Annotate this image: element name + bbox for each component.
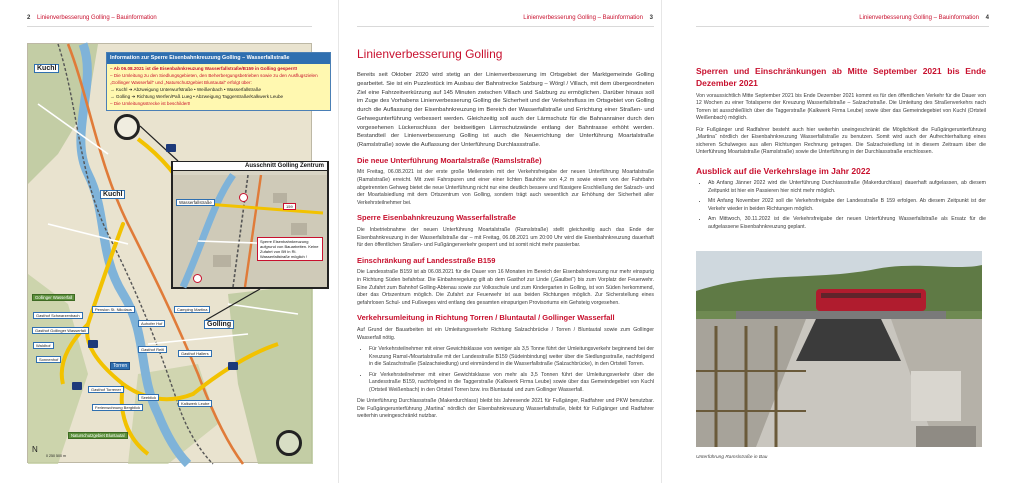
page-header-right (859, 15, 989, 21)
page-3 (340, 0, 662, 483)
header-divider (27, 26, 312, 27)
page-header-middle (523, 15, 653, 21)
section-heading: Ausblick auf die Verkehrslage im Jahr 2022 (696, 165, 871, 176)
poi-label: Camping Martina (174, 306, 210, 313)
header-title: Linienverbesserung Golling – Bauinformation (523, 15, 643, 21)
poi-label: Gasthof Hallers (178, 350, 212, 357)
road-badge: 159 (283, 203, 296, 210)
map-scale: 0 250 500 m (46, 454, 66, 458)
photo-illustration (696, 251, 982, 447)
detour-sign-icon (88, 340, 98, 348)
poi-label: Kalkwerk Leube (178, 400, 212, 407)
poi-label: Gasthof Gollinger Wasserfall (32, 327, 89, 334)
info-box-list (107, 64, 330, 110)
bullet-list (708, 180, 986, 231)
section-heading: Verkehrsumleitung in Richtung Torren / Bluntautal / Gollinger Wasserfall (357, 313, 615, 323)
poi-label: Sonnenhof (36, 356, 61, 363)
place-label-kuchl-north: Kuchl (34, 64, 59, 73)
poi-label: Gasthof Torrener (88, 386, 124, 393)
construction-photo (696, 251, 982, 447)
list-item: • Für Verkehrsteilnehmer mit einer Gewichtsklasse von weniger als 3,5 Tonne führt der Umleitungsverkehr beginnend bei der Kreuzung Ramsl-/Moartalstraße mit der Landesstraße B159 (Südeinbindung) weiter über die Siedlungsstraße, nachfolgend in die Salzachstraße (Salzachsiedlung) und einmündend in die Wasserfallstraße (Salzachbrücke), in den Ortsteil Torren. (369, 346, 654, 369)
bullet-list (369, 346, 654, 394)
paragraph: Auf Grund der Bauarbeiten ist ein Umleitungsverkehr Richtung Salzachbrücke / Torren / Bluntautal sowie zum Gollinger Wasserfall nötig. (357, 326, 654, 341)
inset-street-label: Wasserfallstraße (176, 199, 215, 206)
poi-label: Gasthof Reitl (138, 346, 167, 353)
article-column (696, 65, 986, 235)
detour-map (27, 43, 324, 463)
place-label-bluntautal: Naturschutzgebiet Bluntautal (68, 432, 128, 439)
poi-label: Gasthof Schwarzenbach (33, 312, 83, 319)
list-item: • Für Verkehrsteilnehmer mit einer Gewichtsklasse von mehr als 3,5 Tonnen führt der Umleitungsverkehr über die Landesstraße B159, nachfolgend in die Taggerstraße (Kalkwerk Firma Leube) sowie über das Gemeindegebiet von Kuchl (Ortsteil Weißenbach) in den Ortsteil Torren bzw. ins Bluntautal und zum Gollinger Wasserfall. (369, 372, 654, 395)
page-number: 4 (985, 15, 989, 21)
poi-label: Auhofer Hof (138, 320, 165, 327)
list-item: • Mit Anfang November 2022 soll die Verkehrsfreigabe der Landesstraße B 159 erfolgen. Ab diesem Zeitpunkt ist der Verkehr wieder in beiden Richtungen möglich. (708, 198, 986, 213)
poi-label: Waldhof (33, 342, 54, 349)
photo-caption: Unterführung Ramslstraße in Bau (696, 455, 768, 460)
paragraph: Von voraussichtlich Mitte September 2021 bis Ende Dezember 2021 kommt es für den öffentlichen Verkehr für die Dauer von 12 Wochen zu einer Totalsperre der Kreuzung Wasserfallstraße – Salzachstraße. Die Umleitung des Straßenverkehrs nach Torren ist ausschließlich über die Taggerstraße (Kalkwerk Firma Leube) sowie über das Gemeindegebiet von Kuchl (Ortsteil Weißenbach) möglich. (696, 92, 986, 122)
compass-icon: N (32, 445, 38, 454)
inset-title: Ausschnitt Golling Zentrum (173, 162, 327, 171)
section-heading: Die neue Unterführung Moartalstraße (Ramslstraße) (357, 155, 542, 165)
info-item: → Golling ➜ Richtung Werfen/Paß Lueg • Abzweigung Taggerstraße/Kalkwerk Leube (110, 94, 284, 100)
detour-sign-icon (228, 362, 238, 370)
closure-circle (276, 430, 302, 456)
paragraph: Für Fußgänger und Radfahrer besteht auch hier weiterhin uneingeschränkt die Möglichkeit die Fußgängerunterführung „Martina“ nördlich der Eisenbahnkreuzung Wasserfallstraße zu benutzen. Somit wird auch der Aufrechterhaltung eines sicheren Schulweges aus allen Richtungen Rechnung getragen. Die Salzachsiedlung ist in diesem Zeitraum über die Unterführung Moartalstraße (Ramslstraße) sowie die Unterführung in der Durchlassstraße erschlossen. (696, 126, 986, 156)
list-item: • Ab Anfang Jänner 2022 wird die Unterführung Durchlassstraße (Makerdurchlass) dauerhaft aufgelassen, ab diesem Zeitpunkt ist hier ein Passieren hier nicht mehr möglich. (708, 180, 986, 195)
detour-sign-icon (72, 382, 82, 390)
page-title: Linienverbesserung Golling (357, 47, 503, 61)
place-label-gollinger-wasserfall: Gollinger Wasserfall (32, 294, 75, 301)
inset-note: Sperre Eisenbahnkreuzung aufgrund von Bauarbeiten. Keine Zufahrt von B9 in Ri. Wasserfallstraße möglich ! (257, 237, 323, 261)
detour-info-box (106, 52, 331, 111)
section-heading: Einschränkung auf Landesstraße B159 (357, 255, 496, 265)
page-header-left (27, 15, 157, 21)
info-item: – Ab 06.08.2021 ist die Eisenbahnkreuzung Wasserfallstraße/B159 in Golling gesperrt! (110, 66, 298, 72)
place-label-torren: Torren (110, 362, 130, 370)
info-item: – Die Umleitungsstrecke ist beschildert! (110, 101, 191, 107)
paragraph: Die Inbetriebnahme der neuen Unterführung Moartalstraße (Ramslstraße) stellt gleichzeitig auch das Ende der Eisenbahnkreuzung in der Wasserfallstraße dar – mit Freitag, 06.08.2021 um 20:00 Uhr wird die Eisenbahnkreuzung dauerhaft für den öffentlichen Straßen- und Fußgängerverkehr gesperrt und ist somit nicht mehr passierbar. (357, 226, 654, 249)
closure-circle (114, 114, 140, 140)
info-box-title: Information zur Sperre Eisenbahnkreuzung Golling – Wasserfallstraße (107, 53, 330, 64)
header-title: Linienverbesserung Golling – Bauinformation (859, 15, 979, 21)
place-label-kuchl: Kuchl (100, 190, 125, 199)
road-closed-sign-icon (193, 274, 202, 283)
article-column (357, 46, 654, 425)
header-title: Linienverbesserung Golling – Bauinformation (37, 15, 157, 21)
page-4 (663, 0, 1024, 483)
header-divider (357, 26, 654, 27)
paragraph: Die Landesstraße B159 ist ab 06.08.2021 für die Dauer von 16 Monaten im Bereich der Eisenbahnkreuzung nur mehr einspurig in Richtung Süden befahrbar. Die Einbahnregelung gilt ab dem Gasthof zur Linde („Gaulbei“) bis zum Vorplatz der Feuerwehr. Eine Zufahrt zum Bahnhof Golling-Abtenau sowie zur Volksschule und zum Kindergarten in Golling, ist von Süden herkommend, über das Ortszentrum möglich. Die Zufahrt zur Feuerwehr ist aus beiden Richtungen möglich. Zur Sicherstellung eines gefahrlosen Schul- und Fußweges wird entlang des gesamten einspurigen Provisoriums ein Gehsteig vorgesehen. (357, 269, 654, 306)
info-item: – Die Umleitung zu den Siedlungsgebieten, den Beherbergungsbetrieben sowie zu den Ausflugszielen „Gollinger Wasserfall“ und „Naturschutzgebiet Bluntautal“ erfolgt über: (110, 73, 318, 85)
poi-label: Ferienwohnung Bergblick (92, 404, 143, 411)
poi-label: Seeblick (138, 394, 159, 401)
info-item: → Kuchl ➜ Abzweigung Unterwurfstraße • Weißenbach • Wasserfallstraße (110, 86, 262, 92)
page-number: 3 (649, 15, 653, 21)
section-heading: Sperre Eisenbahnkreuzung Wasserfallstraße (357, 213, 516, 223)
section-heading: Sperren und Einschränkungen ab Mitte September 2021 bis Ende Dezember 2021 (696, 66, 986, 89)
poi-label: Pension St. Nikolaus (92, 306, 135, 313)
lead-paragraph: Bereits seit Oktober 2020 wird stetig an der Linienverbesserung im Ortsgebiet der Marktgemeinde Golling gearbeitet. Sie ist ein Puzzlestück im Ausbau der Bahnstrecke Salzburg – Wörgl / Villach, mit dem übergeordneten Ziel eine Fahrzeitverkürzung auf 145 Minuten zwischen Villach und Salzburg zu ermöglichen. Darüber hinaus soll im Zuge des Vorhabens Linienverbesserung Golling die Sicherheit und der Verkehrsfluss im Ortsgebiet von Golling durch die Auflassung der Eisenbahnkreuzung im Bereich der Wasserfallstraße und Errichtung einer Straßen- und Gehwegunterführung verbessert werden. Gleichzeitig soll auch der Lärmschutz für die Bahnanrainer durch den vorgesehenen Lückenschluss der beidseitigen Lärmschutzwände entlang der Bahntrasse erhöht werden. Bestandteil der Linienverbesserung Golling ist auch die Neuerrichtung der Unterführung Moartalstraße (Ramslstraße) sowie die Auflassung der Unterführung Durchlassstraße. (357, 72, 654, 148)
place-label-golling: Golling (204, 320, 234, 329)
page-2 (0, 0, 339, 483)
list-item: • Am Mittwoch, 30.11.2022 ist die Verkehrsfreigabe der neuen Unterführung Wasserfallstraße als Ersatz für die aufgelassene Eisenbahnkreuzung geplant. (708, 216, 986, 231)
paragraph: Mit Freitag, 06.08.2021 ist der erste große Meilenstein mit der Verkehrsfreigabe der neuen Unterführung Moartalstraße (Ramslstraße) erreicht. Mit zwei Fahrspuren und einer einer lichten Bauhöhe von 4,2 m sowie einem von der Fahrbahn abgetrennten Gehweg bietet die neue Unterführung nicht nur eine deutlich bessere und flüssigere Erschließung der Salzach- und der Moartalsiedlung mit dem Ortszentrum von Golling, sondern trägt auch wesentlich zur Erhöhung der Sicherheit aller Verkehrsteilnehmer bei. (357, 169, 654, 206)
inset-terrain (173, 163, 327, 287)
paragraph: Die Unterführung Durchlassstraße (Makerdurchlass) bleibt bis Jahresende 2021 für Fußgänger, Radfahrer und PKW benutzbar. Die Fußgängerunterführung „Martina“ nördlich der Eisenbahnkreuzung Wasserfallstraße, bleibt für Fußgänger und Radfahrer weiterhin uneingeschränkt nutzbar. (357, 398, 654, 420)
inset-map-golling (171, 161, 329, 289)
road-closed-sign-icon (239, 193, 248, 202)
header-divider (696, 26, 989, 27)
page-number: 2 (27, 15, 31, 21)
detour-sign-icon (166, 144, 176, 152)
